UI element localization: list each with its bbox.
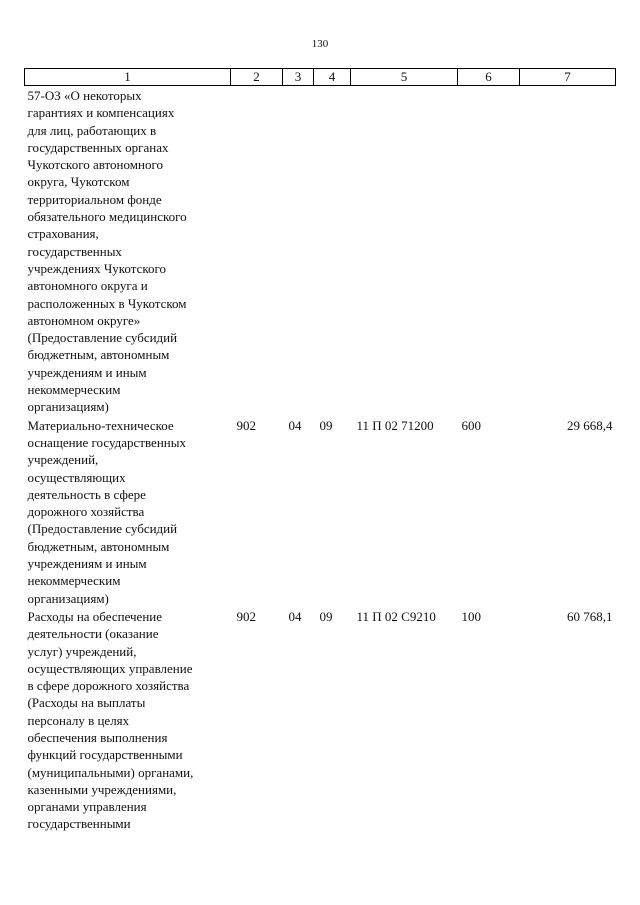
section-code [283,86,314,416]
row-description: Материально-техническое оснащение государственных учреждений, осуществляющих деятельность в сфере дорожного хозяйства (Предоставление субсидий бюджетным, автономным учреждениям и иным некоммерческим организациям) [27,417,186,606]
row-description: 57-ОЗ «О некоторых гарантиях и компенсациях для лиц, работающих в государственных органах Чукотского автономного округа, Чукотском территориальном фонде обязательного медицинского страхования, государственных учреждениях Чукотского автономного округа и расположенных в Чукотском автономном округе» (Предоставление субсидий бюджетным, автономным учреждениям и иным некоммерческим организациям) [27,88,187,415]
ministry-code: 902 [236,608,256,624]
expense-type-code [458,86,520,416]
amount [520,86,616,416]
column-header: 2 [231,69,283,86]
expense-type-code: 600 [461,417,481,433]
table-row [25,86,616,416]
subsection-code [314,86,351,416]
table-row [25,416,616,607]
budget-table [24,68,616,833]
column-header: 7 [520,69,616,86]
expense-type-code: 100 [461,608,481,624]
column-header: 6 [458,69,520,86]
subsection-code: 09 [319,608,333,624]
section-code: 04 [288,608,302,624]
ministry-code: 902 [236,417,256,433]
target-article-code: 11 П 02 С9210 [356,608,436,624]
column-header: 5 [351,69,458,86]
amount: 29 668,4 [567,417,613,433]
row-description: Расходы на обеспечение деятельности (оказание услуг) учреждений, осуществляющих управление в сфере дорожного хозяйства (Расходы на выплаты персоналу в целях обеспечения выполнения функций государственными (муниципальными) органами, казенными учреждениями, органами управления государственными [27,608,194,832]
ministry-code [231,86,283,416]
column-number-row [25,69,616,86]
subsection-code: 09 [319,417,333,433]
column-header: 1 [25,69,231,86]
amount: 60 768,1 [567,608,613,624]
target-article-code [351,86,458,416]
section-code: 04 [288,417,302,433]
column-header: 4 [314,69,351,86]
target-article-code: 11 П 02 71200 [356,417,434,433]
column-header: 3 [283,69,314,86]
table-row [25,607,616,833]
page-number: 130 [311,38,329,50]
